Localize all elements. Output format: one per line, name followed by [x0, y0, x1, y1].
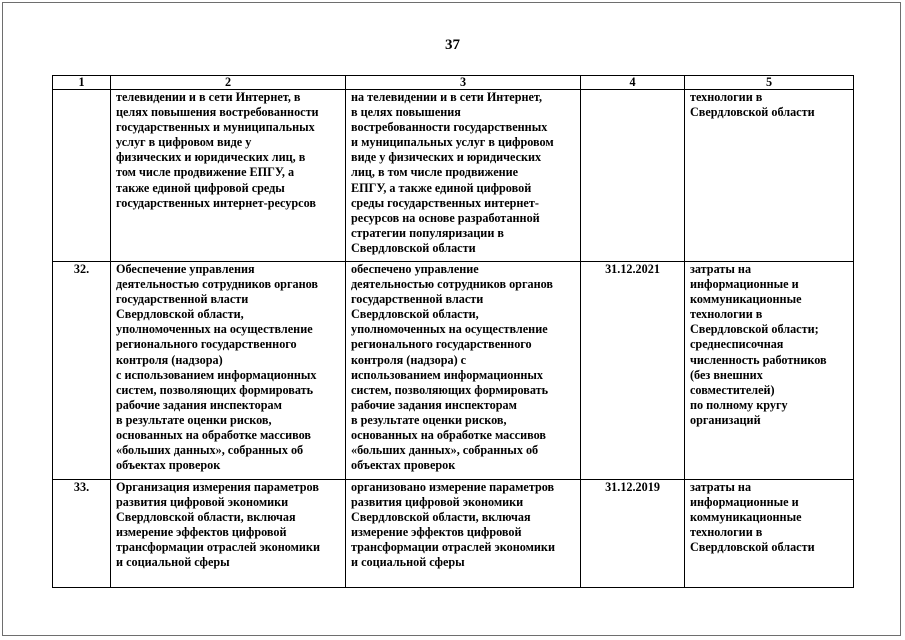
- date-cell: 31.12.2021: [581, 262, 685, 480]
- measure-cell: Организация измерения параметров развития цифровой экономики Свердловской области, включая измерение эффектов цифровой трансформации отраслей экономики и социальной сферы: [111, 480, 346, 588]
- result-cell: на телевидении и в сети Интернет, в целях повышения востребованности государственных и муниципальных услуг в цифровом виде у физических и юридических лиц, в том числе продвижение ЕПГУ, а также единой цифровой среды государственных интернет- ресурсов на основе разработанной стратегии популяризации в Свердловской области: [346, 90, 581, 262]
- date-cell: 31.12.2019: [581, 480, 685, 588]
- row-number: [53, 90, 111, 262]
- table-header-row: [53, 76, 854, 90]
- table-row: [53, 480, 854, 588]
- date-cell: [581, 90, 685, 262]
- result-cell: организовано измерение параметров развития цифровой экономики Свердловской области, включая измерение эффектов цифровой трансформации отраслей экономики и социальной сферы: [346, 480, 581, 588]
- source-cell: технологии в Свердловской области: [685, 90, 854, 262]
- table-row: [53, 262, 854, 480]
- header-cell: 4: [581, 76, 685, 90]
- row-number: 33.: [53, 480, 111, 588]
- header-cell: 2: [111, 76, 346, 90]
- header-cell: 5: [685, 76, 854, 90]
- header-cell: 3: [346, 76, 581, 90]
- measure-cell: Обеспечение управления деятельностью сотрудников органов государственной власти Свердловской области, уполномоченных на осуществление регионального государственного контроля (надзора) с использованием информационных систем, позволяющих формировать рабочие задания инспекторам в результате оценки рисков, основанных на обработке массивов «больших данных», собранных об объектах проверок: [111, 262, 346, 480]
- source-cell: затраты на информационные и коммуникационные технологии в Свердловской области; среднесписочная численность работников (без внешних совместителей) по полному кругу организаций: [685, 262, 854, 480]
- table-row: [53, 90, 854, 262]
- row-number: 32.: [53, 262, 111, 480]
- result-cell: обеспечено управление деятельностью сотрудников органов государственной власти Свердловской области, уполномоченных на осуществление регионального государственного контроля (надзора) с использованием информационных систем, позволяющих формировать рабочие задания инспекторам в результате оценки рисков, основанных на обработке массивов «больших данных», собранных об объектах проверок: [346, 262, 581, 480]
- page-number: 37: [445, 37, 460, 53]
- measures-table: [52, 75, 854, 588]
- source-cell: затраты на информационные и коммуникационные технологии в Свердловской области: [685, 480, 854, 588]
- measure-cell: телевидении и в сети Интернет, в целях повышения востребованности государственных и муниципальных услуг в цифровом виде у физических и юридических лиц, в том числе продвижение ЕПГУ, а также единой цифровой среды государственных интернет-ресурсов: [111, 90, 346, 262]
- header-cell: 1: [53, 76, 111, 90]
